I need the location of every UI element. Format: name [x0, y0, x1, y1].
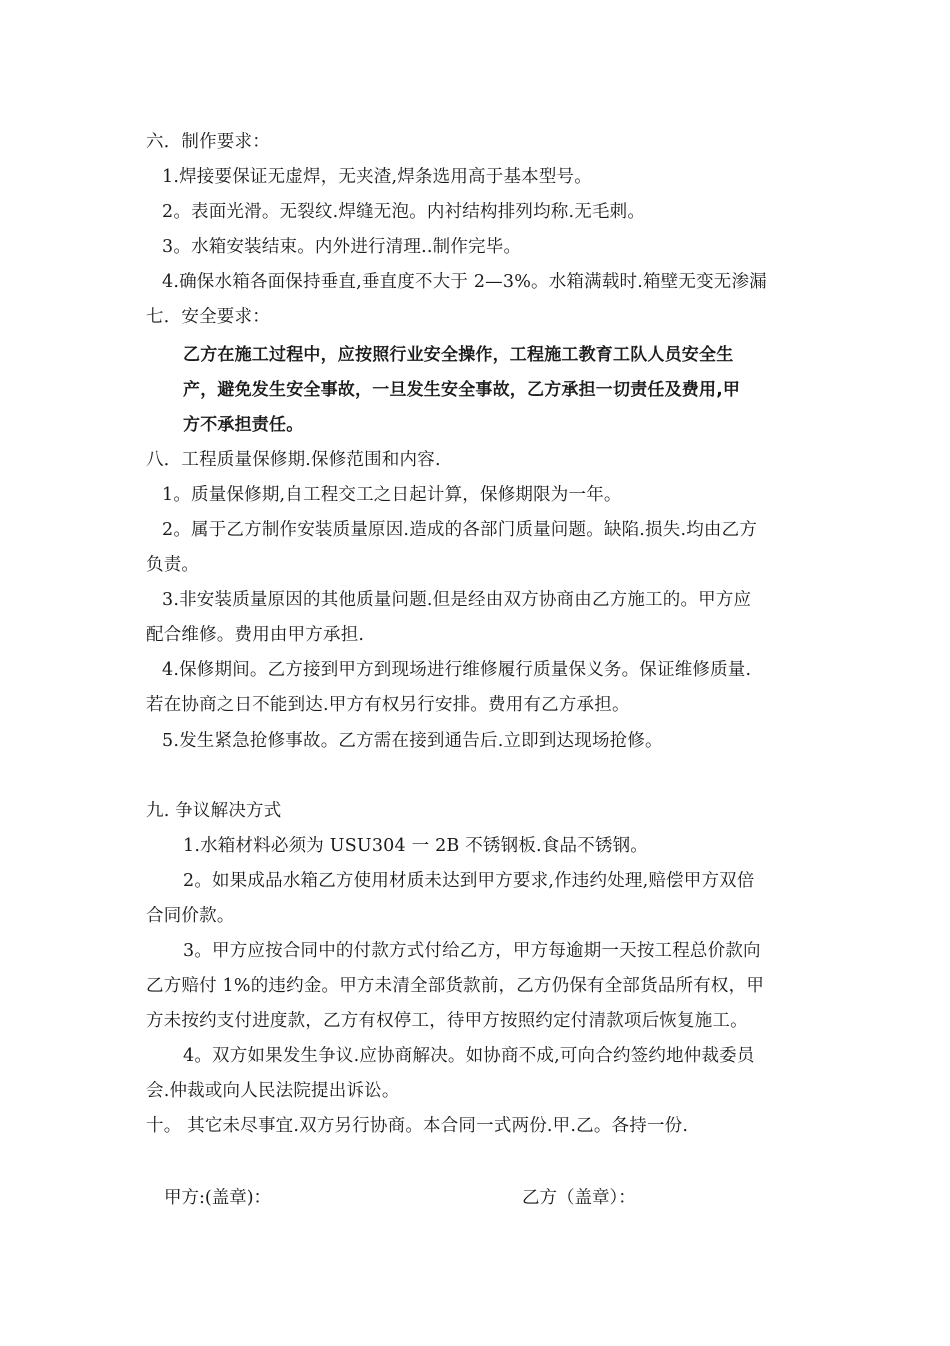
section-9-line-3: 合同价款。: [146, 906, 235, 926]
section-9-line-4: 3。甲方应按合同中的付款方式付给乙方，甲方每逾期一天按工程总价款向: [183, 941, 761, 961]
section-9-line-2: 2。如果成品水箱乙方使用材质未达到甲方要求,作违约处理,赔偿甲方双倍: [183, 871, 755, 891]
section-8-line-7: 若在协商之日不能到达.甲方有权另行安排。费用有乙方承担。: [146, 695, 630, 715]
party-b-signature-label: 乙方（盖章）：: [522, 1188, 636, 1208]
party-a-signature-label: 甲方:(盖章)：: [164, 1188, 272, 1208]
section-9-line-6: 方未按约支付进度款，乙方有权停工，待甲方按照约定付清款项后恢复施工。: [146, 1011, 748, 1031]
section-6-item-4: 4.确保水箱各面保持垂直,垂直度不大于 2—3%。水箱满载时.箱壁无变无渗漏: [162, 272, 767, 292]
section-9-line-7: 4。双方如果发生争议.应协商解决。如协商不成,可向合约签约地仲裁委员: [183, 1046, 755, 1066]
section-8-line-3: 负责。: [146, 555, 200, 575]
section-8-line-5: 配合维修。费用由甲方承担.: [146, 625, 365, 645]
section-9-line-5: 乙方赔付 1%的违约金。甲方未清全部货款前，乙方仍保有全部货品所有权，甲: [146, 976, 765, 996]
section-7-body-line-1: 乙方在施工过程中，应按照行业安全操作，工程施工教育工队人员安全生: [183, 345, 734, 365]
section-7-heading: 七．安全要求：: [146, 307, 270, 327]
section-8-line-6: 4.保修期间。乙方接到甲方到现场进行维修履行质量保义务。保证维修质量.: [162, 660, 752, 680]
section-7-body-line-2: 产，避免发生安全事故，一旦发生安全事故，乙方承担一切责任及费用,甲: [183, 380, 741, 400]
section-8-line-8: 5.发生紧急抢修事故。乙方需在接到通告后.立即到达现场抢修。: [162, 731, 663, 751]
section-9-heading: 九. 争议解决方式: [146, 801, 282, 821]
section-9-line-1: 1.水箱材料必须为 USU304 一 2B 不锈钢板.食品不锈钢。: [183, 836, 648, 856]
section-6-heading: 六．制作要求：: [146, 132, 270, 152]
section-6-item-1: 1.焊接要保证无虚焊，无夹渣,焊条选用高于基本型号。: [162, 167, 592, 187]
section-6-item-2: 2。表面光滑。无裂纹.焊缝无泡。内衬结构排列均称.无毛刺。: [162, 202, 646, 222]
section-10-text: 十。 其它未尽事宜.双方另行协商。本合同一式两份.甲.乙。各持一份.: [146, 1116, 689, 1136]
section-8-heading: 八．工程质量保修期.保修范围和内容.: [146, 450, 441, 470]
section-9-line-8: 会.仲裁或向人民法院提出诉讼。: [146, 1081, 400, 1101]
section-7-body-line-3: 方不承担责任。: [183, 415, 304, 435]
section-6-item-3: 3。水箱安装结束。内外进行清理..制作完毕。: [162, 237, 522, 257]
section-8-line-2: 2。属于乙方制作安装质量原因.造成的各部门质量问题。缺陷.损失.均由乙方: [162, 520, 758, 540]
section-8-line-1: 1。质量保修期,自工程交工之日起计算，保修期限为一年。: [162, 485, 622, 505]
section-8-line-4: 3.非安装质量原因的其他质量问题.但是经由双方协商由乙方施工的。甲方应: [162, 590, 752, 610]
